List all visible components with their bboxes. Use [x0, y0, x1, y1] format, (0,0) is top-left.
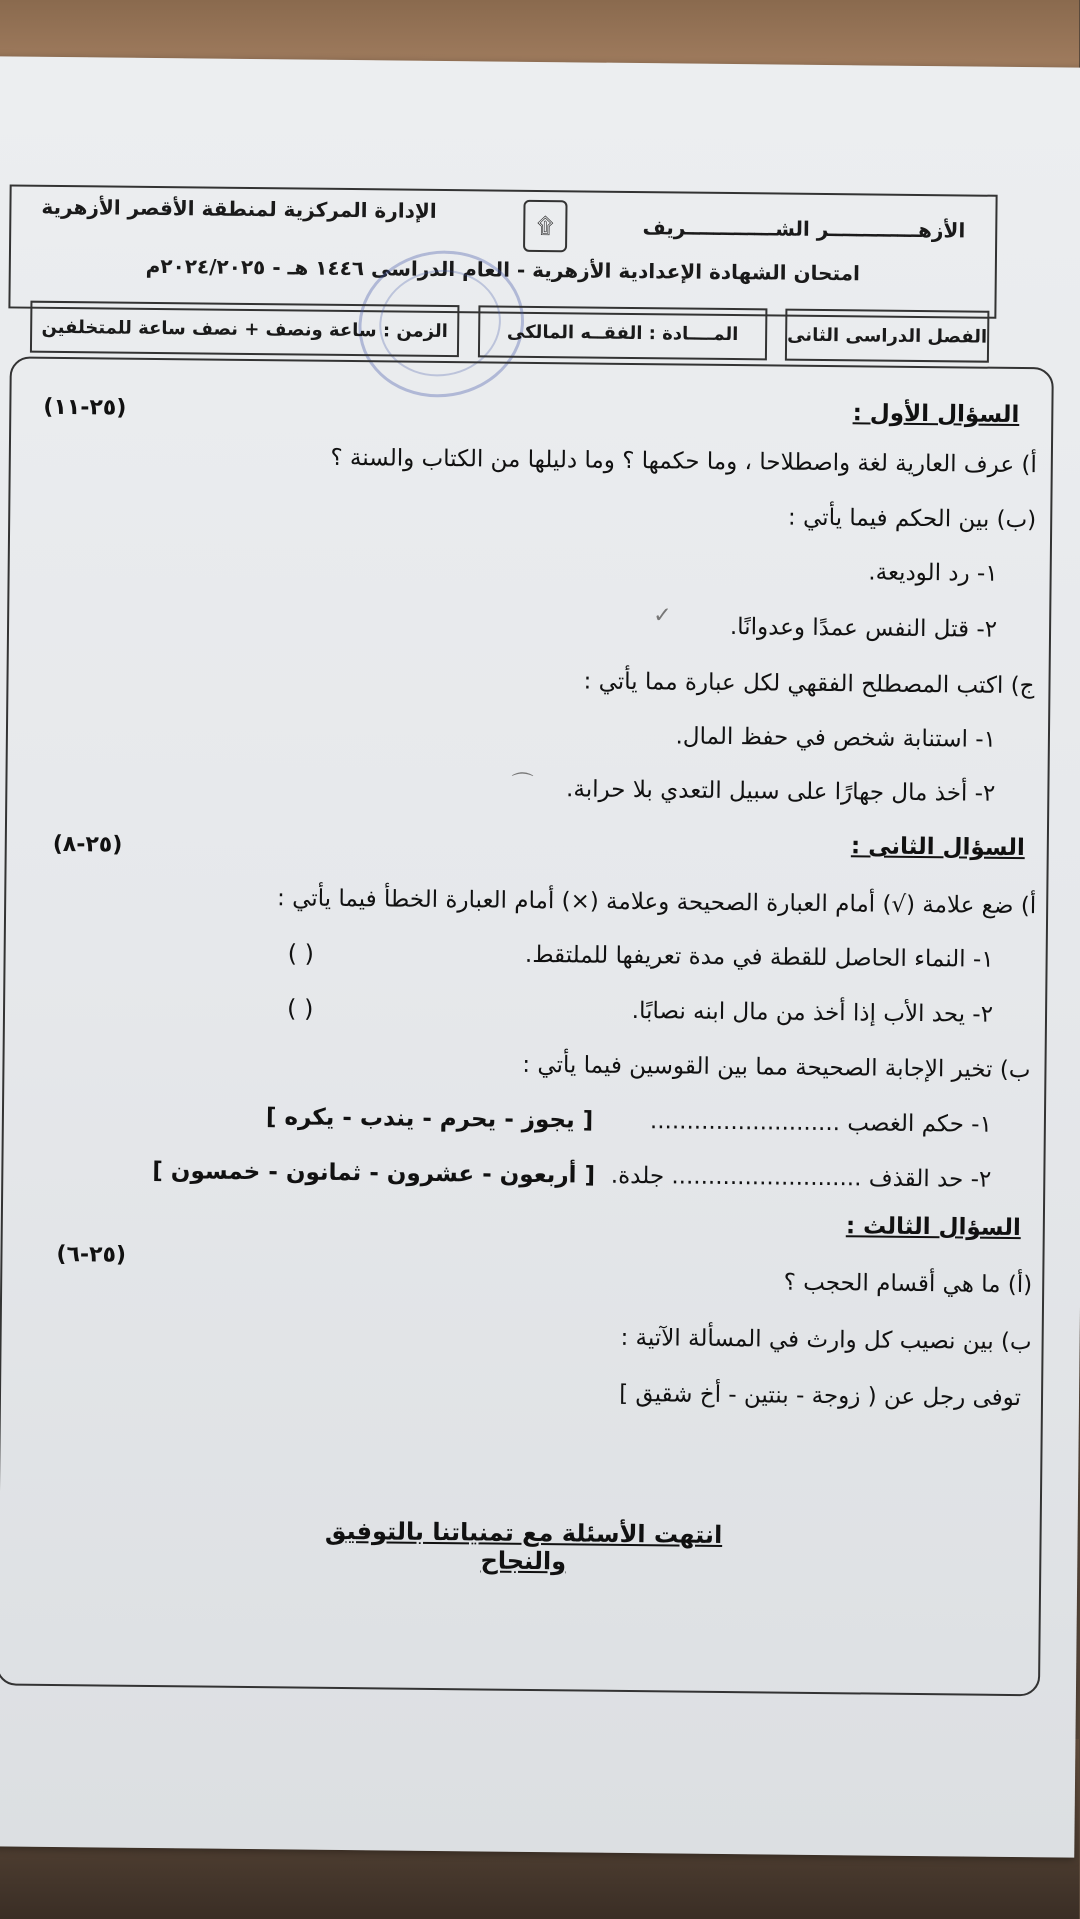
q3-part-b: ب) بين نصيب كل وارث في المسألة الآتية : [621, 1324, 1033, 1356]
q2-b2-options: [ أربعون - عشرون - ثمانون - خمسون ] [153, 1157, 597, 1189]
q2-b-item-2: ٢- حد القذف .......................... جلدة. [611, 1162, 993, 1193]
exam-paper [0, 56, 1080, 1857]
subject-box: المــــادة : الفقــه المالكى [479, 305, 769, 360]
q3-b-case: توفى رجل عن ( زوجة - بنتين - أخ شقيق ] [620, 1380, 1023, 1412]
q1-part-b: (ب) بين الحكم فيما يأتي : [788, 504, 1038, 534]
time-box: الزمن : ساعة ونصف + نصف ساعة للمتخلفين [31, 301, 461, 357]
closing-message: انتهت الأسئلة مع تمنياتنا بالتوفيق والنجاح [325, 1516, 724, 1576]
q1-marks: (٢٥-١١) [44, 394, 128, 421]
q2-marks: (٢٥-٨) [53, 831, 124, 858]
q2-b-item-1: ١- حكم الغصب .......................... [650, 1108, 994, 1138]
q1-c-item-1: ١- استنابة شخص في حفظ المال. [676, 723, 998, 753]
exam-title-line: امتحان الشهادة الإعدادية الأزهرية - العام الدراسى ١٤٤٦ هـ - ٢٠٢٤/٢٠٢٥م [146, 253, 862, 286]
pencil-checkmark: ✓ [654, 603, 673, 629]
q1-title: السؤال الأول : [853, 400, 1021, 429]
q2-a2-answer-parens: ( ) [287, 994, 315, 1023]
q2-part-b: ب) تخير الإجابة الصحيحة مما بين القوسين فيما يأتي : [523, 1051, 1032, 1084]
q1-part-a: أ) عرف العارية لغة واصطلاحا ، وما حكمها ؟ وما دليلها من الكتاب والسنة ؟ [331, 444, 1038, 479]
q2-title: السؤال الثانى : [851, 833, 1026, 862]
q1-c-item-2: ٢- أخذ مال جهارًا على سبيل التعدي بلا حرابة. [566, 776, 997, 807]
exam-info-row [35, 301, 990, 363]
q2-part-a: أ) ضع علامة (√) أمام العبارة الصحيحة وعلامة (×) أمام العبارة الخطأ فيما يأتي : [277, 885, 1038, 920]
semester-box: الفصل الدراسى الثانى [786, 309, 991, 363]
q2-a-item-2: ٢- يحد الأب إذا أخذ من مال ابنه نصابًا. [632, 998, 995, 1028]
header-left-title: الإدارة المركزية لمنطقة الأقصر الأزهرية [42, 194, 438, 223]
q3-title: السؤال الثالث : [846, 1213, 1022, 1242]
q1-b-item-1: ١- رد الوديعة. [869, 559, 999, 587]
q2-a-item-1: ١- النماء الحاصل للقطة في مدة تعريفها للملتقط. [525, 941, 995, 973]
azhar-logo: ۩ [524, 200, 569, 252]
q2-b1-options: [ يجوز - يحرم - يندب - يكره ] [266, 1104, 595, 1134]
q3-part-a: (أ) ما هي أقسام الحجب ؟ [784, 1269, 1034, 1299]
q1-b-item-2: ٢- قتل النفس عمدًا وعدوانًا. [730, 614, 999, 643]
header-right-title: الأزهـــــــــــــر الشـــــــــــــريف [643, 215, 967, 243]
q3-marks: (٢٥-٦) [57, 1241, 128, 1268]
q1-part-c: ج) اكتب المصطلح الفقهي لكل عبارة مما يأتي : [584, 668, 1036, 700]
pencil-checkmark: ⌒ [512, 771, 535, 797]
q2-a1-answer-parens: ( ) [288, 939, 316, 968]
